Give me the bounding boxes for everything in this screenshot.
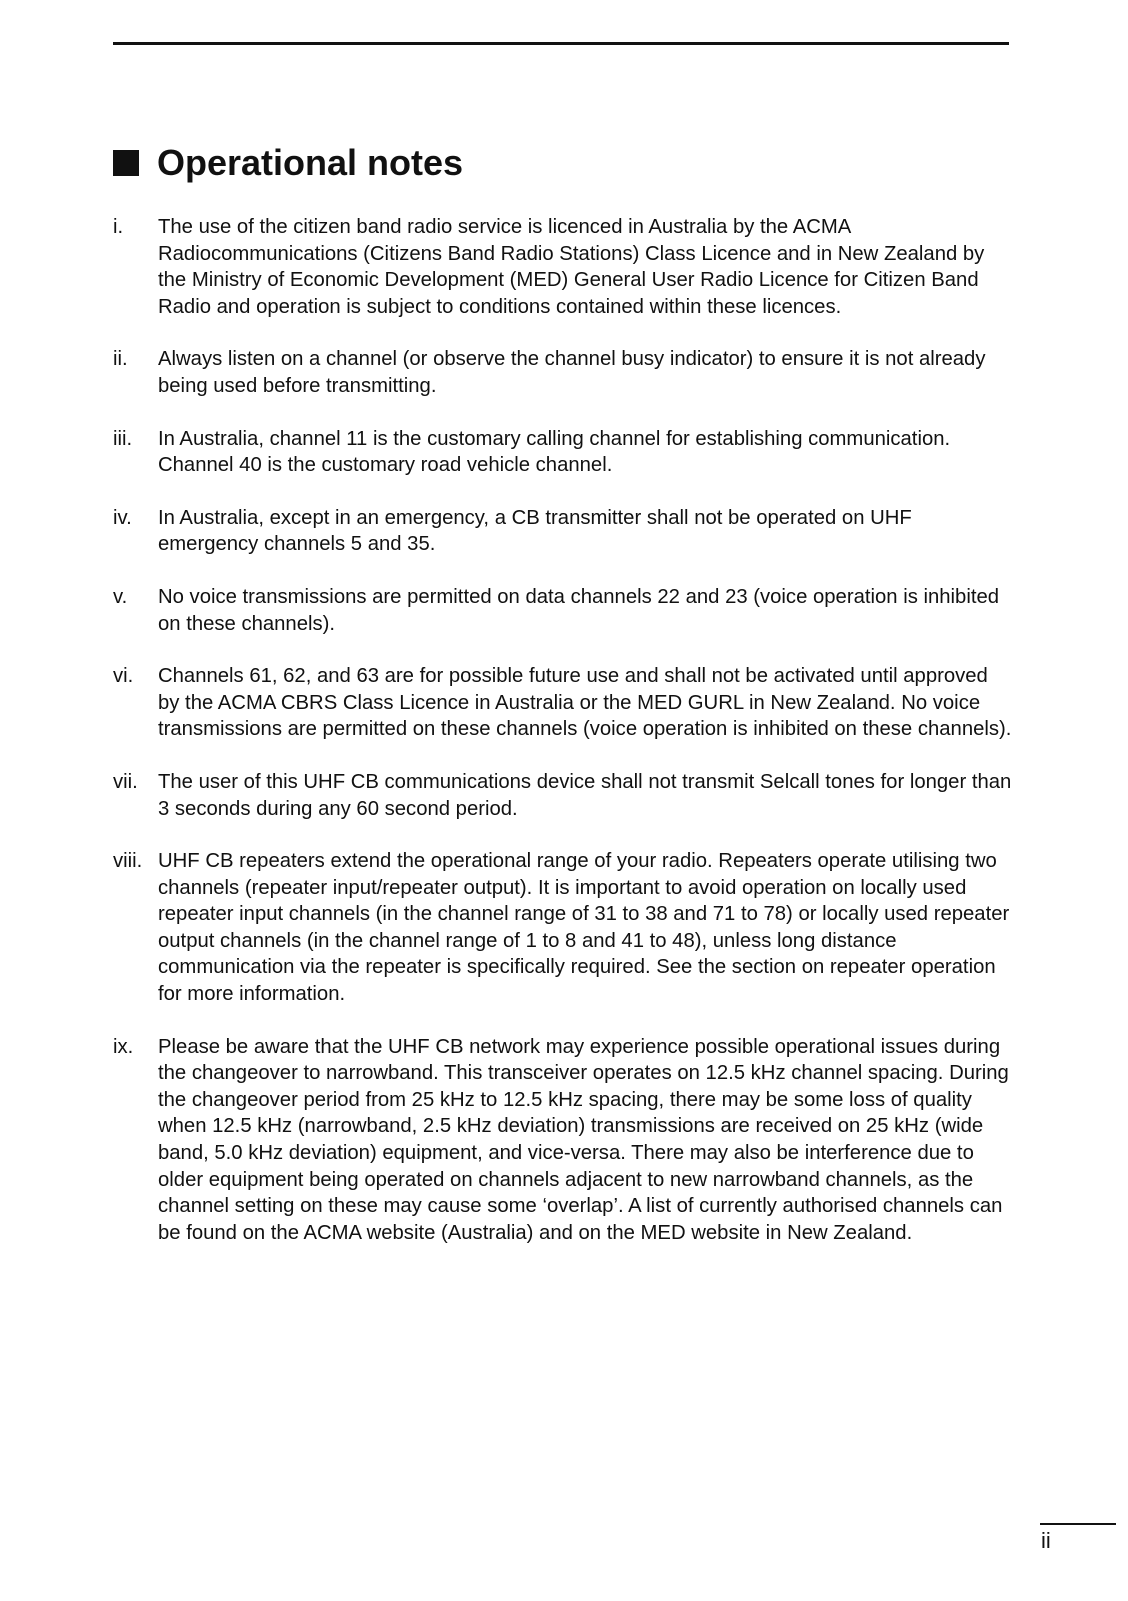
note-text: The use of the citizen band radio service is licenced in Australia by the ACMA Radiocommunications (Citizens Band Radio Stations) Class Licence and in New Zealand by the Ministry of Economic Development (MED) General User Radio Licence for Citizen Band Radio and operation is subject to conditions contained within these licences. xyxy=(158,216,985,318)
note-item xyxy=(113,426,1013,479)
note-item xyxy=(113,848,1013,1008)
note-number: vii. xyxy=(113,770,138,793)
note-number: ix. xyxy=(113,1035,134,1058)
note-number: i. xyxy=(113,216,124,238)
note-number: vi. xyxy=(113,665,134,688)
note-text: Please be aware that the UHF CB network may experience possible operational issues during the changeover to narrowband. This transceiver operates on 12.5 kHz channel spacing. During the changeover period from 25 kHz to 12.5 kHz spacing, there may be some loss of quality when 12.5 kHz (narrowband, 2.5 kHz deviation) transmissions are received on 25 kHz (wide band, 5.0 kHz deviation) equipment, and vice-versa. There may also be interference due to older equipment being operated on channels adjacent to new narrowband channels, as the channel setting on these may cause some ‘overlap’. A list of currently authorised channels can be found on the ACMA website (Australia) and on the MED website in New Zealand. xyxy=(158,1035,1009,1244)
note-number: iii. xyxy=(113,427,133,450)
note-item xyxy=(113,214,1013,320)
notes-list xyxy=(113,214,1013,1272)
note-text: Channels 61, 62, and 63 are for possible future use and shall not be activated until approved by the ACMA CBRS Class Licence in Australia or the MED GURL in New Zealand. No voice transmissions are permitted on these channels (voice operation is inhibited on these channels). xyxy=(158,665,1012,741)
note-item xyxy=(113,1034,1013,1247)
page-number: ii xyxy=(1041,1528,1051,1553)
page-title: Operational notes xyxy=(157,142,464,183)
note-item xyxy=(113,769,1013,822)
note-text: Always listen on a channel (or observe the channel busy indicator) to ensure it is not already being used before transmitting. xyxy=(158,348,986,397)
note-number: v. xyxy=(113,585,128,608)
header-rule xyxy=(113,42,1009,45)
note-item xyxy=(113,505,1013,558)
note-text: In Australia, except in an emergency, a CB transmitter shall not be operated on UHF emergency channels 5 and 35. xyxy=(158,506,912,556)
note-text: UHF CB repeaters extend the operational range of your radio. Repeaters operate utilising two channels (repeater input/repeater output). It is important to avoid operation on locally used repeater input channels (in the channel range of 31 to 38 and 71 to 78) or locally used repeater output channels (in the channel range of 1 to 8 and 41 to 48), unless long distance communication via the repeater is specifically required. See the section on repeater operation for more information. xyxy=(158,850,1010,1006)
note-item xyxy=(113,663,1013,743)
note-number: ii. xyxy=(113,348,128,371)
section-heading xyxy=(113,142,463,184)
note-text: In Australia, channel 11 is the customary calling channel for establishing communication. Channel 40 is the customary road vehicle channel. xyxy=(158,427,951,477)
note-number: iv. xyxy=(113,506,132,529)
note-item xyxy=(113,346,1013,399)
note-number: viii. xyxy=(113,850,143,873)
footer-rule xyxy=(1040,1523,1116,1525)
black-square-icon xyxy=(113,150,139,176)
note-item xyxy=(113,584,1013,637)
note-text: No voice transmissions are permitted on data channels 22 and 23 (voice operation is inhibited on these channels). xyxy=(158,585,1000,635)
note-text: The user of this UHF CB communications device shall not transmit Selcall tones for longer than 3 seconds during any 60 second period. xyxy=(158,770,1012,820)
